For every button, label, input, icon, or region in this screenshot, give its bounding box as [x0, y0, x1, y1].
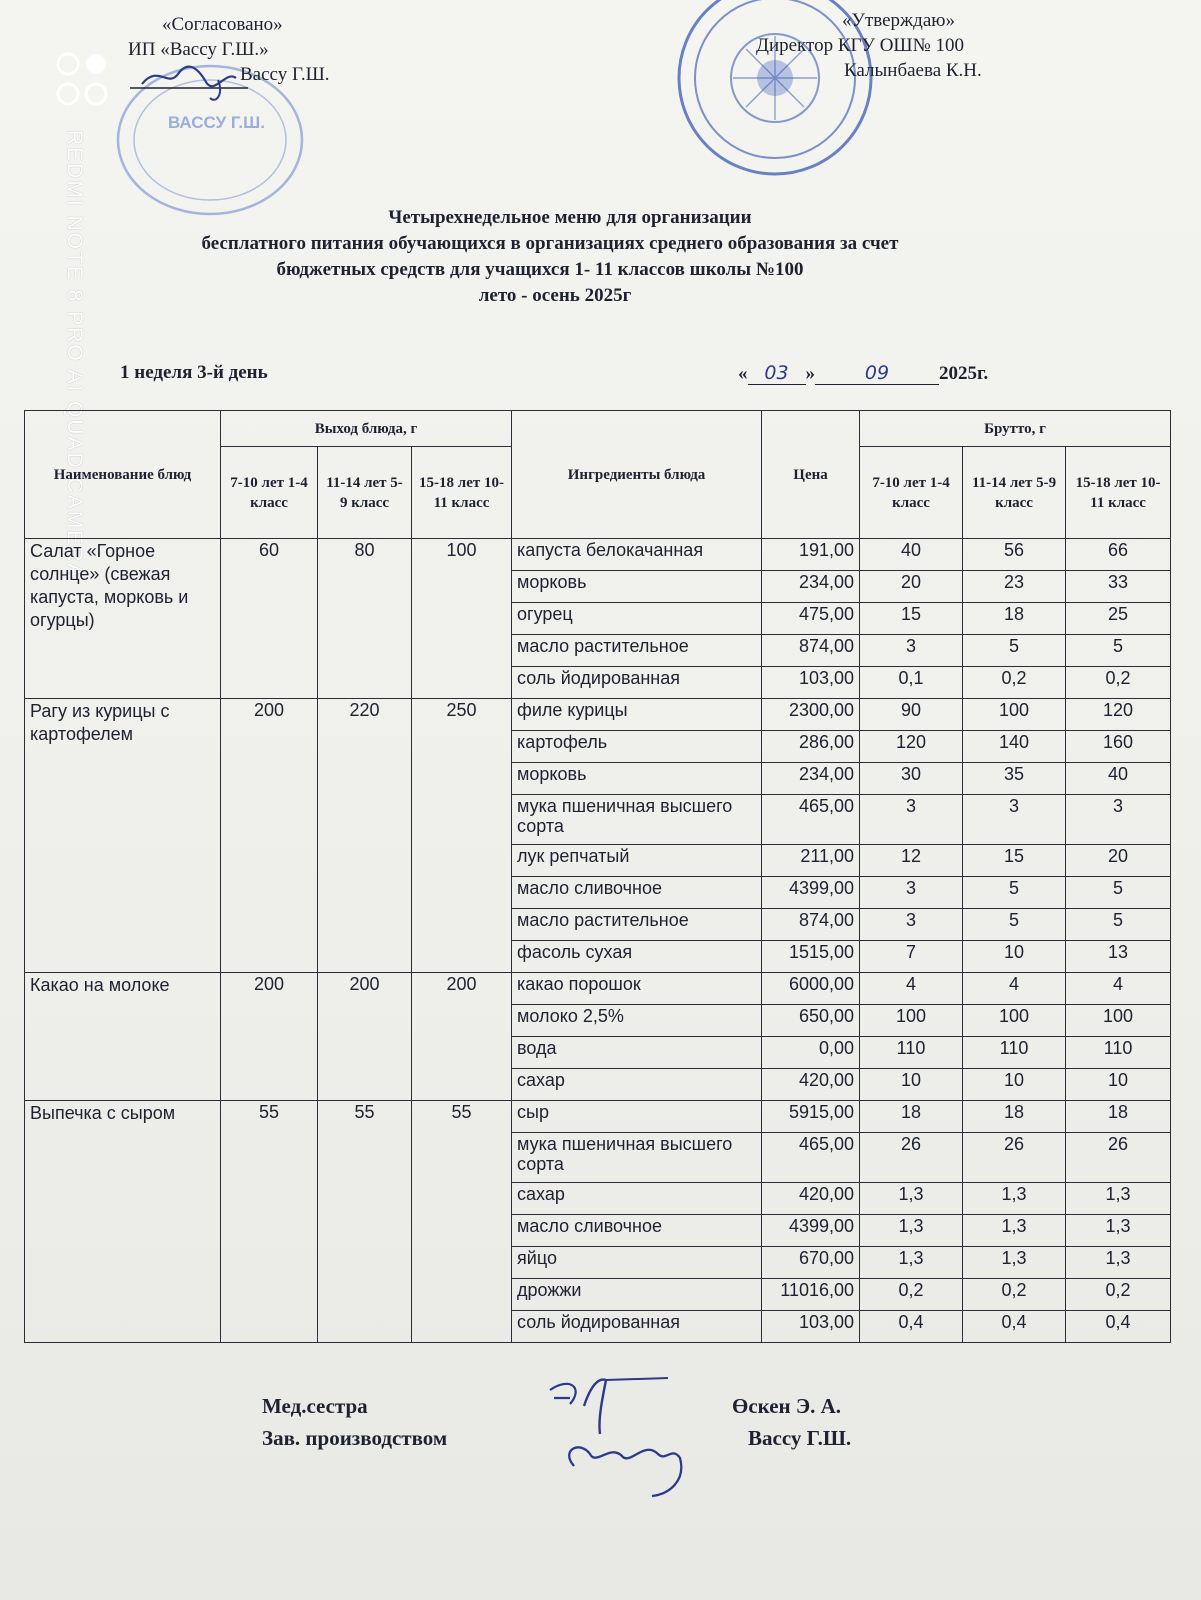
ingredient-gross-3: 100 [1066, 1005, 1171, 1037]
ingredient-gross-2: 1,3 [963, 1247, 1066, 1279]
ingredient-gross-2: 4 [963, 973, 1066, 1005]
ingredient-gross-1: 1,3 [860, 1215, 963, 1247]
header-gross: Брутто, г [860, 411, 1171, 447]
ingredient-gross-2: 18 [963, 1101, 1066, 1133]
approve-person: Калынбаева К.Н. [844, 60, 982, 81]
ingredient-price: 465,00 [762, 795, 860, 845]
ingredient-gross-1: 0,1 [860, 667, 963, 699]
ingredient-name: какао порошок [512, 973, 762, 1005]
nurse-title: Мед.сестра [262, 1394, 368, 1418]
ingredient-gross-1: 20 [860, 571, 963, 603]
ingredient-gross-2: 0,2 [963, 1279, 1066, 1311]
table-row [25, 699, 1171, 731]
ingredient-price: 670,00 [762, 1247, 860, 1279]
header-gross-age-3: 15-18 лет 10-11 класс [1066, 447, 1171, 539]
approve-block [756, 8, 982, 83]
ingredient-gross-2: 0,4 [963, 1311, 1066, 1343]
dish-yield-1: 60 [221, 539, 318, 699]
ingredient-price: 211,00 [762, 845, 860, 877]
ingredient-gross-1: 26 [860, 1133, 963, 1183]
ingredient-gross-2: 10 [963, 1069, 1066, 1101]
dish-yield-3: 100 [412, 539, 512, 699]
ingredient-gross-3: 3 [1066, 795, 1171, 845]
ingredient-gross-3: 26 [1066, 1133, 1171, 1183]
dish-yield-3: 250 [412, 699, 512, 973]
ingredient-gross-1: 18 [860, 1101, 963, 1133]
ingredient-gross-2: 5 [963, 635, 1066, 667]
ingredient-gross-3: 160 [1066, 731, 1171, 763]
ingredient-gross-2: 18 [963, 603, 1066, 635]
ingredient-name: мука пшеничная высшего сорта [512, 1133, 762, 1183]
stamp-text: ВАССУ Г.Ш. [168, 113, 265, 132]
title-line-2: бесплатного питания обучающихся в организациях среднего образования за счет [201, 233, 899, 254]
ingredient-gross-1: 40 [860, 539, 963, 571]
ingredient-gross-2: 110 [963, 1037, 1066, 1069]
title-line-4: лето - осень 2025г [478, 285, 632, 306]
ingredient-gross-3: 25 [1066, 603, 1171, 635]
dish-name: Салат «Горное солнце» (свежая капуста, морковь и огурцы) [25, 539, 221, 699]
dish-name: Рагу из курицы с картофелем [25, 699, 221, 973]
week-day: 1 неделя 3-й день [120, 362, 268, 383]
header-yield-age-3: 15-18 лет 10-11 класс [412, 447, 512, 539]
ingredient-gross-2: 100 [963, 1005, 1066, 1037]
ingredient-name: сахар [512, 1069, 762, 1101]
header-yield-age-1: 7-10 лет 1-4 класс [221, 447, 318, 539]
dish-name: Выпечка с сыром [25, 1101, 221, 1343]
ingredient-price: 2300,00 [762, 699, 860, 731]
ingredient-gross-1: 0,4 [860, 1311, 963, 1343]
ingredient-gross-3: 110 [1066, 1037, 1171, 1069]
ingredient-gross-3: 5 [1066, 877, 1171, 909]
ingredient-price: 286,00 [762, 731, 860, 763]
ingredient-gross-2: 0,2 [963, 667, 1066, 699]
ingredient-gross-2: 10 [963, 941, 1066, 973]
dish-yield-1: 200 [221, 699, 318, 973]
ingredient-price: 4399,00 [762, 1215, 860, 1247]
title-line-1: Четырехнедельное меню для организации [388, 207, 752, 228]
ingredient-price: 191,00 [762, 539, 860, 571]
ingredient-gross-3: 10 [1066, 1069, 1171, 1101]
header-gross-age-2: 11-14 лет 5-9 класс [963, 447, 1066, 539]
ingredient-gross-1: 1,3 [860, 1183, 963, 1215]
agreed-person: Вассу Г.Ш. [240, 64, 330, 85]
ingredient-gross-1: 4 [860, 973, 963, 1005]
header-price: Цена [762, 411, 860, 539]
ingredient-gross-1: 15 [860, 603, 963, 635]
ingredient-name: масло растительное [512, 635, 762, 667]
ingredient-price: 234,00 [762, 763, 860, 795]
ingredient-gross-1: 0,2 [860, 1279, 963, 1311]
ingredient-name: масло сливочное [512, 877, 762, 909]
ingredient-name: филе курицы [512, 699, 762, 731]
ingredient-name: лук репчатый [512, 845, 762, 877]
ingredient-name: картофель [512, 731, 762, 763]
ingredient-name: соль йодированная [512, 667, 762, 699]
ingredient-gross-1: 3 [860, 795, 963, 845]
ingredient-gross-3: 40 [1066, 763, 1171, 795]
ingredient-gross-2: 26 [963, 1133, 1066, 1183]
ingredient-name: огурец [512, 603, 762, 635]
header-yield-age-2: 11-14 лет 5-9 класс [318, 447, 412, 539]
ingredient-name: капуста белокачанная [512, 539, 762, 571]
ingredient-name: масло растительное [512, 909, 762, 941]
camera-watermark-text: REDMI NOTE 8 PRO AI QUAD CAMERA [63, 130, 86, 580]
menu-body [25, 539, 1171, 1343]
dish-yield-2: 80 [318, 539, 412, 699]
ingredient-gross-3: 4 [1066, 973, 1171, 1005]
date-year: 2025г. [939, 363, 989, 384]
ingredient-gross-2: 15 [963, 845, 1066, 877]
ingredient-name: масло сливочное [512, 1215, 762, 1247]
ingredient-gross-1: 110 [860, 1037, 963, 1069]
ingredient-gross-3: 66 [1066, 539, 1171, 571]
ingredient-gross-3: 20 [1066, 845, 1171, 877]
ingredient-gross-2: 140 [963, 731, 1066, 763]
date-close-quote: » [805, 363, 815, 384]
ingredient-gross-1: 12 [860, 845, 963, 877]
date-open-quote: « [738, 363, 748, 384]
ingredient-gross-1: 10 [860, 1069, 963, 1101]
ingredient-name: фасоль сухая [512, 941, 762, 973]
title-line-3: бюджетных средств для учащихся 1- 11 классов школы №100 [276, 259, 804, 280]
nurse-name: Өскен Э. А. [732, 1394, 842, 1418]
ingredient-name: молоко 2,5% [512, 1005, 762, 1037]
dish-yield-1: 200 [221, 973, 318, 1101]
ingredient-name: морковь [512, 763, 762, 795]
approve-position: Директор КГУ ОШ№ 100 [756, 35, 964, 56]
ingredient-price: 874,00 [762, 909, 860, 941]
dish-yield-3: 55 [412, 1101, 512, 1343]
ingredient-gross-1: 3 [860, 909, 963, 941]
header-gross-age-1: 7-10 лет 1-4 класс [860, 447, 963, 539]
ingredient-gross-2: 23 [963, 571, 1066, 603]
table-row [25, 973, 1171, 1005]
manager-name: Вассу Г.Ш. [748, 1426, 852, 1450]
approve-label: «Утверждаю» [842, 10, 955, 31]
ingredient-price: 103,00 [762, 667, 860, 699]
ingredient-gross-1: 90 [860, 699, 963, 731]
ingredient-gross-2: 1,3 [963, 1215, 1066, 1247]
ingredient-price: 1515,00 [762, 941, 860, 973]
dish-yield-3: 200 [412, 973, 512, 1101]
ingredient-gross-3: 18 [1066, 1101, 1171, 1133]
date-day: 03 [748, 362, 806, 385]
ingredient-price: 465,00 [762, 1133, 860, 1183]
table-row [25, 539, 1171, 571]
ingredient-name: сыр [512, 1101, 762, 1133]
ingredient-gross-1: 7 [860, 941, 963, 973]
ingredient-price: 420,00 [762, 1069, 860, 1101]
menu-table [24, 410, 1171, 1343]
ingredient-name: дрожжи [512, 1279, 762, 1311]
ingredient-price: 650,00 [762, 1005, 860, 1037]
document-title [120, 205, 1020, 309]
ingredient-name: мука пшеничная высшего сорта [512, 795, 762, 845]
ingredient-price: 4399,00 [762, 877, 860, 909]
ingredient-name: соль йодированная [512, 1311, 762, 1343]
header-ingredients: Ингредиенты блюда [512, 411, 762, 539]
ingredient-gross-1: 100 [860, 1005, 963, 1037]
ingredient-gross-3: 1,3 [1066, 1247, 1171, 1279]
dish-yield-2: 200 [318, 973, 412, 1101]
ingredient-gross-3: 0,4 [1066, 1311, 1171, 1343]
ingredient-name: яйцо [512, 1247, 762, 1279]
ingredient-gross-3: 1,3 [1066, 1183, 1171, 1215]
ingredient-gross-2: 100 [963, 699, 1066, 731]
ingredient-gross-3: 5 [1066, 635, 1171, 667]
ingredient-gross-3: 0,2 [1066, 667, 1171, 699]
ingredient-price: 103,00 [762, 1311, 860, 1343]
dish-yield-2: 220 [318, 699, 412, 973]
ingredient-price: 5915,00 [762, 1101, 860, 1133]
agreed-company: ИП «Вассу Г.Ш.» [128, 39, 269, 60]
header-yield: Выход блюда, г [221, 411, 512, 447]
ingredient-gross-2: 1,3 [963, 1183, 1066, 1215]
date-line [738, 362, 988, 385]
ingredient-name: морковь [512, 571, 762, 603]
ingredient-price: 11016,00 [762, 1279, 860, 1311]
footer-signatures [540, 1370, 700, 1500]
agreed-label: «Согласовано» [162, 14, 283, 35]
ingredient-gross-3: 33 [1066, 571, 1171, 603]
ingredient-gross-3: 0,2 [1066, 1279, 1171, 1311]
ingredient-gross-2: 3 [963, 795, 1066, 845]
ingredient-price: 420,00 [762, 1183, 860, 1215]
ingredient-gross-2: 56 [963, 539, 1066, 571]
manager-title: Зав. производством [262, 1426, 448, 1450]
ingredient-gross-1: 3 [860, 877, 963, 909]
ingredient-name: сахар [512, 1183, 762, 1215]
ingredient-price: 6000,00 [762, 973, 860, 1005]
ingredient-gross-1: 3 [860, 635, 963, 667]
ingredient-gross-1: 120 [860, 731, 963, 763]
ingredient-gross-2: 5 [963, 877, 1066, 909]
ingredient-gross-3: 13 [1066, 941, 1171, 973]
ingredient-gross-2: 5 [963, 909, 1066, 941]
table-row [25, 1101, 1171, 1133]
ingredient-gross-3: 1,3 [1066, 1215, 1171, 1247]
ingredient-gross-1: 1,3 [860, 1247, 963, 1279]
ingredient-price: 475,00 [762, 603, 860, 635]
ingredient-gross-3: 120 [1066, 699, 1171, 731]
ingredient-gross-2: 35 [963, 763, 1066, 795]
date-month: 09 [815, 362, 939, 385]
ingredient-gross-3: 5 [1066, 909, 1171, 941]
dish-yield-1: 55 [221, 1101, 318, 1343]
ingredient-price: 874,00 [762, 635, 860, 667]
agreed-signature [128, 58, 258, 108]
ingredient-gross-1: 30 [860, 763, 963, 795]
ingredient-name: вода [512, 1037, 762, 1069]
dish-yield-2: 55 [318, 1101, 412, 1343]
dish-name: Какао на молоке [25, 973, 221, 1101]
ingredient-price: 234,00 [762, 571, 860, 603]
header-dish-name: Наименование блюд [25, 411, 221, 539]
day-date-bar [120, 362, 1020, 392]
ingredient-price: 0,00 [762, 1037, 860, 1069]
